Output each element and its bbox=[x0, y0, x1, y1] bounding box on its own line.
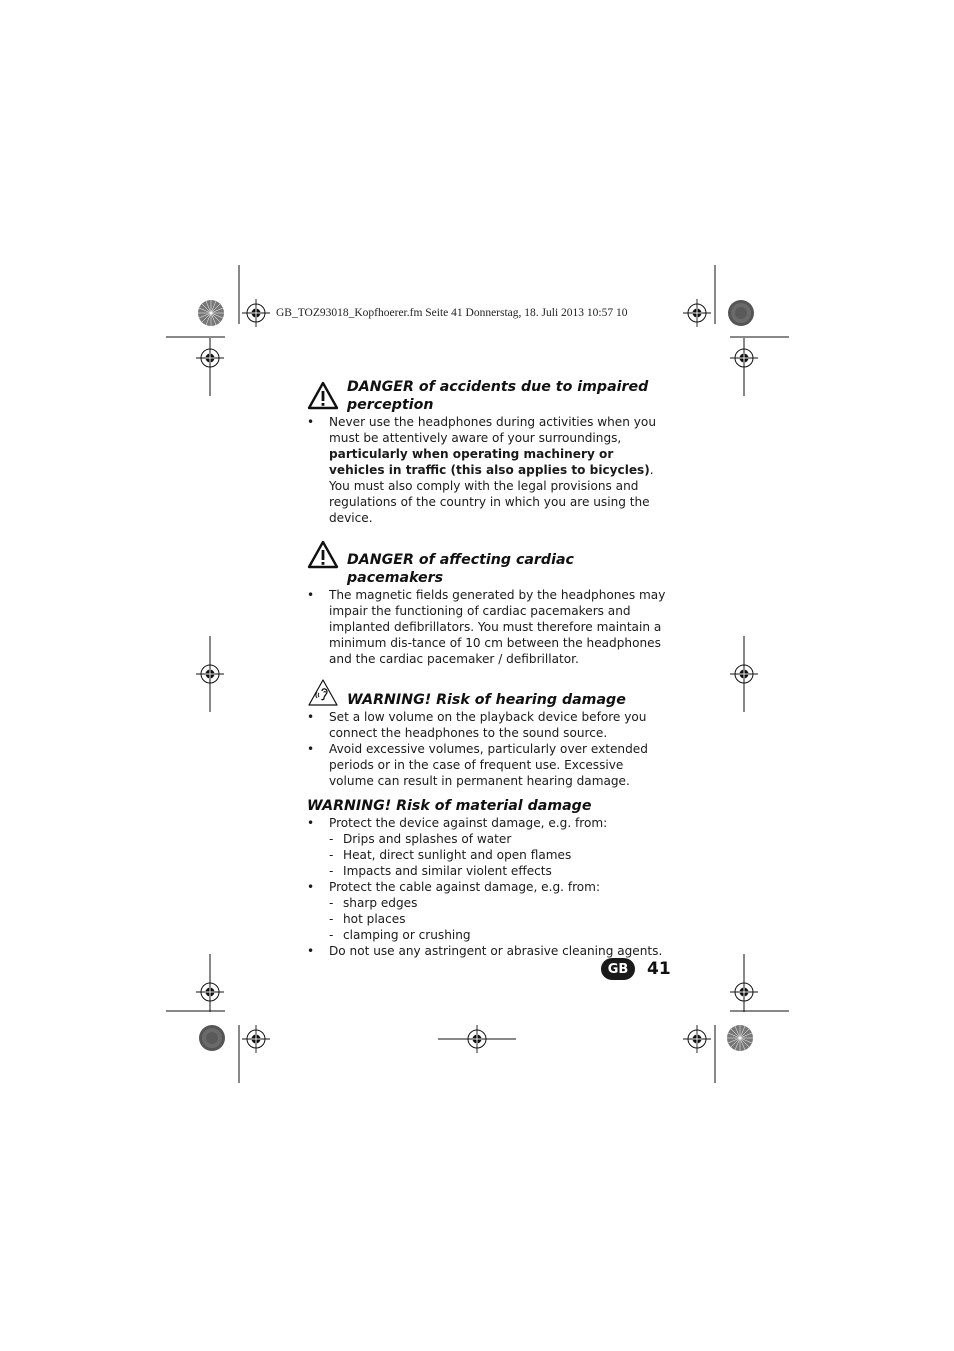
section-heading: WARNING! Risk of material damage bbox=[307, 798, 592, 814]
list-item: • Avoid excessive volumes, particularly over extended periods or in the case of frequent use. Excessive volume can result in permanent hearing damage. bbox=[307, 741, 669, 789]
section-heading: DANGER of affecting cardiac pacemakers bbox=[307, 538, 669, 587]
list-item: • The magnetic fields generated by the headphones may impair the functioning of cardiac pacemakers and implanted defibrillators. You must therefore maintain a minimum dis-tance of 10 cm between the headphones and the cardiac pacemaker / defibrillator. bbox=[307, 587, 669, 667]
hearing-warning-icon bbox=[307, 678, 339, 712]
sub-list-item: - sharp edges bbox=[329, 895, 669, 911]
file-info-header: GB_TOZ93018_Kopfhoerer.fm Seite 41 Donnerstag, 18. Juli 2013 10:57 10 bbox=[276, 307, 628, 319]
sub-list-item: - clamping or crushing bbox=[329, 927, 669, 943]
warning-triangle-icon bbox=[307, 540, 339, 574]
list-item: • Never use the headphones during activities when you must be attentively aware of your surroundings, particularly when operating machinery or vehicles in traffic (this also applies to bicycles). You must also comply with the legal provisions and regulations of the country in which you are using the device. bbox=[307, 414, 669, 526]
section-hearing-damage bbox=[307, 679, 669, 789]
page-number: 41 bbox=[647, 959, 671, 979]
sub-list-item: - Impacts and similar violent effects bbox=[329, 863, 669, 879]
sub-list-item: - Heat, direct sunlight and open flames bbox=[329, 847, 669, 863]
list-item: • Do not use any astringent or abrasive cleaning agents. bbox=[307, 943, 669, 959]
sub-list-item: - Drips and splashes of water bbox=[329, 831, 669, 847]
language-badge: GB bbox=[601, 958, 635, 980]
section-material-damage bbox=[307, 797, 669, 959]
list-item: • Protect the device against damage, e.g. from: - Drips and splashes of water - Heat, direct sunlight and open flames - Impacts and similar violent effects bbox=[307, 815, 669, 879]
section-heading: WARNING! Risk of hearing damage bbox=[307, 679, 669, 709]
sub-list-item: - hot places bbox=[329, 911, 669, 927]
warning-triangle-icon bbox=[307, 381, 339, 415]
safety-content bbox=[307, 378, 669, 959]
list-item: • Set a low volume on the playback device before you connect the headphones to the sound source. bbox=[307, 709, 669, 741]
section-impaired-perception bbox=[307, 378, 669, 526]
page-footer bbox=[601, 958, 671, 980]
section-cardiac-pacemakers bbox=[307, 538, 669, 667]
list-item: • Protect the cable against damage, e.g. from: - sharp edges - hot places - clamping or crushing bbox=[307, 879, 669, 943]
section-heading: DANGER of accidents due to impaired perception bbox=[307, 378, 669, 414]
